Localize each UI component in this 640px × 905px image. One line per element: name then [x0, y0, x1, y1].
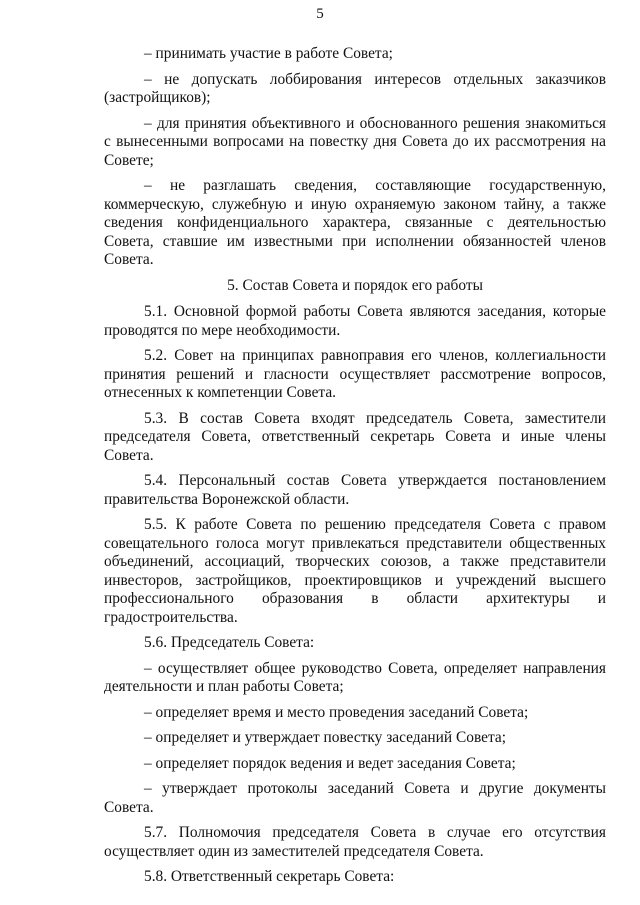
chair-duty-time-place: – определяет время и место проведения заседаний Совета; — [144, 703, 529, 721]
page-number: 5 — [316, 6, 324, 22]
list-item-participate: – принимать участие в работе Совета; — [144, 45, 393, 62]
document-body — [104, 45, 606, 894]
chair-duty-agenda: – определяет и утверждает повестку заседаний Совета; — [144, 729, 506, 746]
clause-5-6: 5.6. Председатель Совета: — [144, 634, 315, 651]
clause-5-4: 5.4. Персональный состав Совета утверждается постановлением правительства Воронежской области. — [104, 472, 606, 508]
chair-duty-protocols: – утверждает протоколы заседаний Совета и другие документы Совета. — [104, 780, 606, 816]
clause-5-1: 5.1. Основной формой работы Совета являются заседания, которые проводятся по мере необходимости. — [104, 303, 606, 339]
clause-5-5: 5.5. К работе Совета по решению председателя Совета с правом совещательного голоса могут привлекаться представители общественных объединений, ассоциаций, творческих союзов, а также представители инвесторов, застройщиков, проектировщиков и учреждений высшего профессионального образования в области архитектуры и градостроительства. — [104, 516, 606, 626]
list-item-review-questions: – для принятия объективного и обоснованного решения знакомиться с вынесенными вопросами на повестку дня Совета до их рассмотрения на Совете; — [104, 114, 606, 169]
list-item-no-lobbying: – не допускать лоббирования интересов отдельных заказчиков (застройщиков); — [104, 70, 606, 106]
clause-5-8: 5.8. Ответственный секретарь Совета: — [144, 868, 395, 885]
list-item-non-disclosure: – не разглашать сведения, составляющие государственную, коммерческую, служебную и иную охраняемую законом тайну, а также сведения конфиденциального характера, связанные с деятельностью Совета, ставшие им известными при исполнении обязанностей членов Совета. — [104, 177, 606, 268]
chair-duty-general-management: – осуществляет общее руководство Совета, определяет направления деятельности и план работы Совета; — [104, 659, 606, 695]
clause-5-2: 5.2. Совет на принципах равноправия его членов, коллегиальности принятия решений и гласности осуществляет рассмотрение вопросов, отнесенных к компетенции Совета. — [104, 347, 606, 401]
clause-5-7: 5.7. Полномочия председателя Совета в случае его отсутствия осуществляет один из заместителей председателя Совета. — [104, 824, 606, 860]
clause-5-3: 5.3. В состав Совета входят председатель Совета, заместители председателя Совета, ответственный секретарь Совета и иные члены Совета. — [104, 409, 606, 464]
chair-duty-conduct: – определяет порядок ведения и ведет заседания Совета; — [144, 754, 516, 772]
section-heading: 5. Состав Совета и порядок его работы — [227, 276, 483, 294]
